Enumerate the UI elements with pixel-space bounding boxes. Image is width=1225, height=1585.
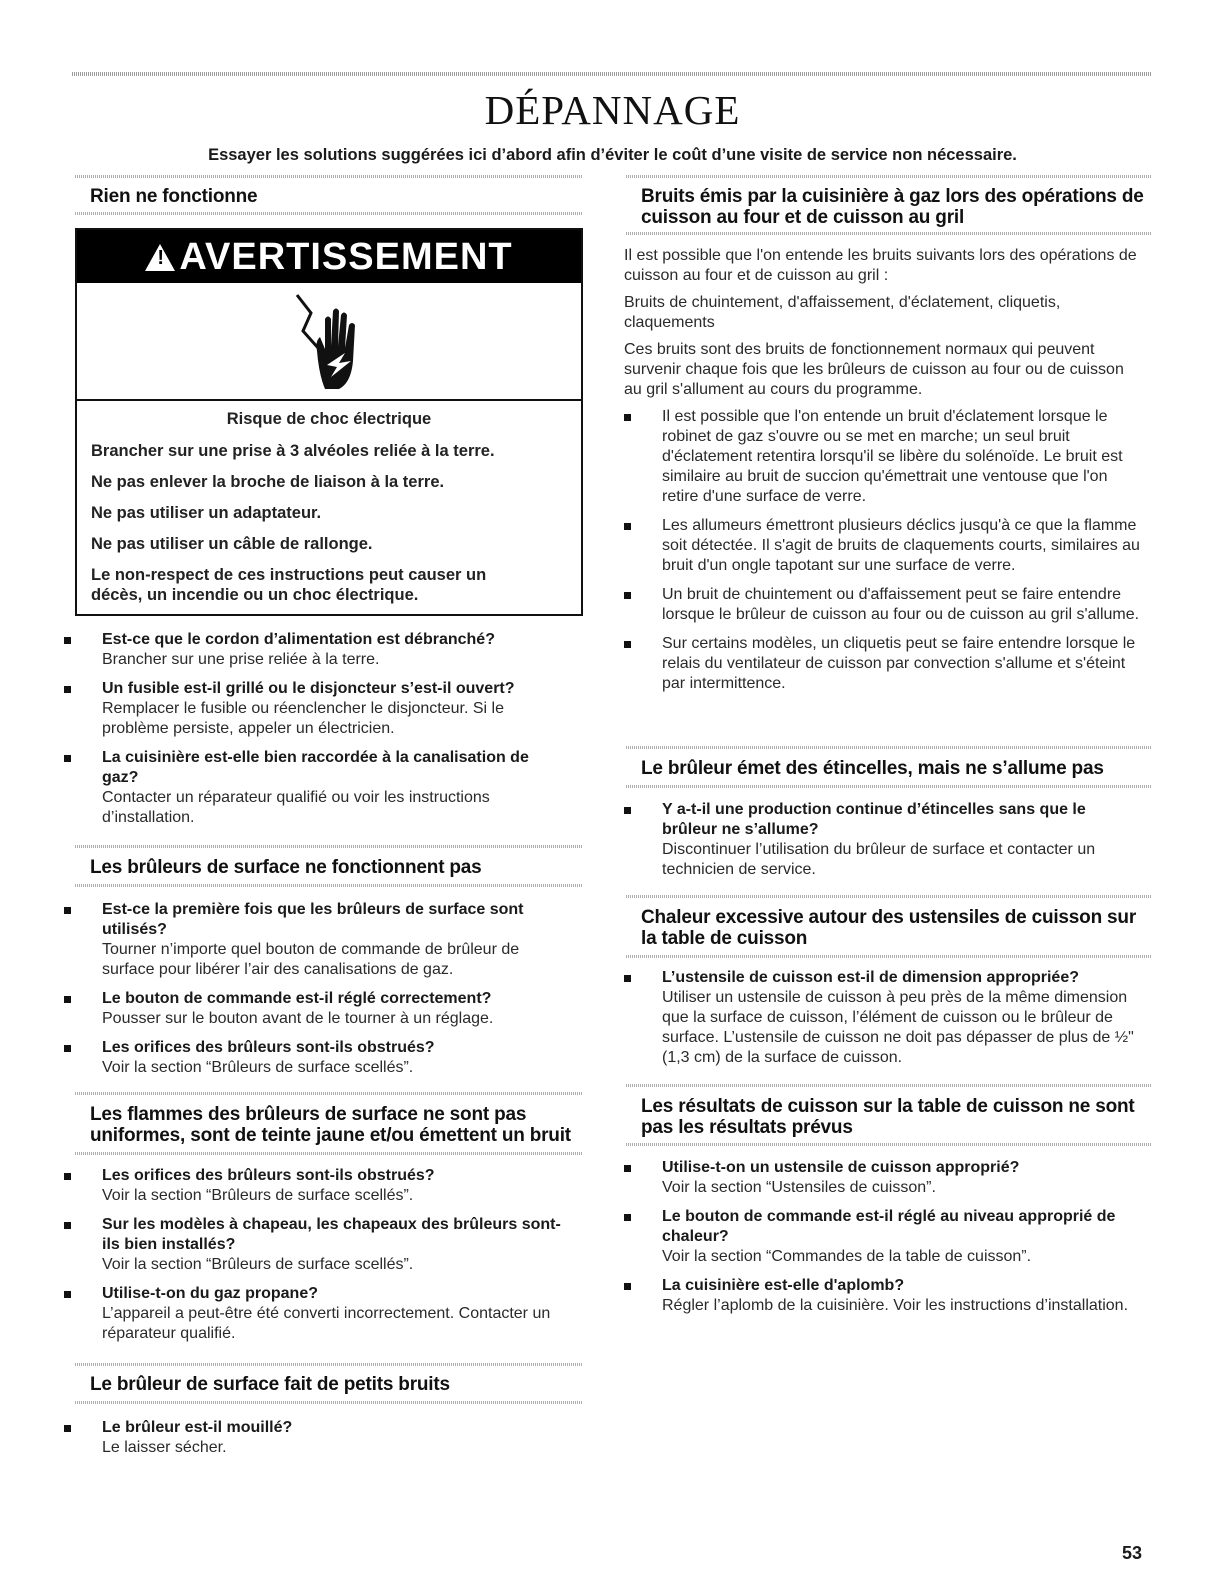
section-body-bruits-four — [624, 246, 1144, 703]
top-divider — [72, 72, 1152, 76]
bullet — [624, 975, 631, 982]
list-item — [624, 968, 1144, 1068]
section-items-flammes — [64, 1166, 569, 1353]
list-item — [64, 748, 569, 828]
section-rule — [626, 746, 1151, 749]
section-title-bruleurs-surface: Les brûleurs de surface ne fonctionnent pas — [90, 857, 482, 878]
section-heading — [77, 1104, 582, 1146]
section-items-resultats — [624, 1158, 1144, 1325]
bullet — [64, 1425, 71, 1432]
section-rule — [626, 955, 1151, 958]
answer: Voir la section “Ustensiles de cuisson”. — [662, 1179, 936, 1196]
paragraph: Bruits de chuintement, d'affaissement, d'éclatement, cliquetis, claquements — [624, 294, 1061, 331]
list-item — [624, 1207, 1144, 1267]
question: Le bouton de commande est-il réglé au niveau approprié de chaleur? — [662, 1208, 1116, 1245]
answer: Voir la section “Brûleurs de surface scellés”. — [102, 1059, 414, 1076]
question: Utilise-t-on du gaz propane? — [102, 1285, 318, 1302]
question: Y a-t-il une production continue d’étincelles sans que le brûleur ne s’allume? — [662, 801, 1086, 838]
question: Les orifices des brûleurs sont-ils obstrués? — [102, 1167, 435, 1184]
bullet — [624, 807, 631, 814]
paragraph: Il est possible que l'on entende les bruits suivants lors des opérations de cuisson au four et de cuisson au gril : — [624, 247, 1137, 284]
question: Est-ce que le cordon d’alimentation est débranché? — [102, 631, 495, 648]
section-rule — [75, 1152, 583, 1155]
warning-icon-row — [77, 283, 581, 401]
list-item — [624, 800, 1144, 880]
section-items-petits-bruits — [64, 1418, 569, 1467]
question: Utilise-t-on un ustensile de cuisson approprié? — [662, 1159, 1020, 1176]
bullet — [624, 641, 631, 648]
list-item — [64, 1038, 569, 1078]
warning-line: Brancher sur une prise à 3 alvéoles reliée à la terre. — [91, 442, 495, 460]
item-text: Sur certains modèles, un cliquetis peut se faire entendre lorsque le relais du ventilateur de cuisson par convection s'allume et s'éteint par intermittence. — [662, 635, 1136, 692]
answer: Pousser sur le bouton avant de le tourner à un réglage. — [102, 1010, 494, 1027]
section-rule — [626, 232, 1151, 235]
section-items-etincelles — [624, 800, 1144, 889]
bullet — [624, 414, 631, 421]
answer: Contacter un réparateur qualifié ou voir les instructions d’installation. — [102, 789, 490, 826]
list-item — [64, 1215, 569, 1275]
bullet — [624, 1165, 631, 1172]
section-title-flammes: Les flammes des brûleurs de surface ne sont pas uniformes, sont de teinte jaune et/ou émettent un bruit — [90, 1104, 571, 1146]
question: Sur les modèles à chapeau, les chapeaux des brûleurs sont-ils bien installés? — [102, 1216, 561, 1253]
answer: Le laisser sécher. — [102, 1439, 227, 1456]
question: Le bouton de commande est-il réglé correctement? — [102, 990, 492, 1007]
warning-header — [77, 230, 581, 283]
section-rule — [75, 1401, 583, 1404]
question: L’ustensile de cuisson est-il de dimension appropriée? — [662, 969, 1079, 986]
question: La cuisinière est-elle d'aplomb? — [662, 1277, 905, 1294]
section-items-rien-ne-fonctionne — [64, 630, 569, 837]
list-item — [64, 630, 569, 670]
bullet — [64, 1045, 71, 1052]
question: Un fusible est-il grillé ou le disjoncteur s’est-il ouvert? — [102, 680, 515, 697]
bullet — [64, 686, 71, 693]
list-item — [64, 1166, 569, 1206]
section-heading — [77, 857, 582, 878]
paragraph: Ces bruits sont des bruits de fonctionnement normaux qui peuvent survenir chaque fois que les brûleurs de cuisson au four ou de cuisson au gril s'allument au cours du programme. — [624, 341, 1124, 398]
section-title-rien-ne-fonctionne: Rien ne fonctionne — [90, 186, 258, 207]
section-heading — [628, 1096, 1146, 1138]
list-item — [624, 585, 1144, 625]
section-rule — [626, 895, 1151, 898]
item-text: Un bruit de chuintement ou d'affaissement peut se faire entendre lorsque le brûleur de cuisson au four ou de cuisson au gril s'allume. — [662, 586, 1140, 623]
bullet — [64, 637, 71, 644]
section-title-etincelles: Le brûleur émet des étincelles, mais ne s’allume pas — [641, 758, 1104, 779]
list-item — [624, 407, 1144, 507]
warning-header-label: AVERTISSEMENT — [179, 236, 513, 278]
answer: L’appareil a peut-être été converti incorrectement. Contacter un réparateur qualifié. — [102, 1305, 551, 1342]
question: Les orifices des brûleurs sont-ils obstrués? — [102, 1039, 435, 1056]
section-heading — [77, 186, 582, 207]
bullet — [64, 1173, 71, 1180]
list-item — [64, 1284, 569, 1344]
section-rule — [75, 1092, 583, 1095]
section-rule — [626, 1084, 1151, 1087]
section-rule — [626, 175, 1151, 178]
section-rule — [626, 1143, 1151, 1146]
bullet — [624, 523, 631, 530]
list-item — [64, 679, 569, 739]
bullet — [64, 755, 71, 762]
list-item — [64, 989, 569, 1029]
section-title-chaleur: Chaleur excessive autour des ustensiles de cuisson sur la table de cuisson — [641, 907, 1137, 949]
bullet — [64, 1291, 71, 1298]
question: La cuisinière est-elle bien raccordée à la canalisation de gaz? — [102, 749, 529, 786]
section-rule — [626, 785, 1151, 788]
section-heading — [628, 186, 1146, 228]
warning-line: Ne pas enlever la broche de liaison à la terre. — [91, 473, 445, 491]
item-text: Il est possible que l'on entende un bruit d'éclatement lorsque le robinet de gaz s'ouvre ou se met en marche; un seul bruit d'éclatement retentira lorsqu'il se libère du solénoïde. Le bruit est similaire au bruit de succion qu'émettrait une ventouse que l'on retire d'une surface de verre. — [662, 408, 1123, 505]
page-subtitle: Essayer les solutions suggérées ici d’abord afin d’éviter le coût d’une visite de service non nécessaire. — [208, 146, 1017, 164]
bullet — [624, 1283, 631, 1290]
bullet — [624, 592, 631, 599]
section-title-bruits-four: Bruits émis par la cuisinière à gaz lors des opérations de cuisson au four et de cuisson au gril — [641, 186, 1144, 228]
warning-line: Ne pas utiliser un adaptateur. — [91, 504, 322, 522]
list-item — [624, 1158, 1144, 1198]
answer: Voir la section “Commandes de la table de cuisson”. — [662, 1248, 1032, 1265]
warning-line: Le non-respect de ces instructions peut causer un décès, un incendie ou un choc électrique. — [91, 566, 487, 604]
answer: Voir la section “Brûleurs de surface scellés”. — [102, 1256, 414, 1273]
list-item — [624, 634, 1144, 694]
page-number: 53 — [1121, 1543, 1142, 1563]
section-rule — [75, 884, 583, 887]
answer: Utiliser un ustensile de cuisson à peu près de la même dimension que la surface de cuisson, l’élément de cuisson ou le brûleur de surface. L’ustensile de cuisson ne doit pas dépasser de plus de ½" (1,3 cm) de la surface de cuisson. — [662, 989, 1134, 1066]
warning-triangle-icon — [145, 244, 175, 271]
section-heading — [628, 758, 1146, 779]
warning-line: Ne pas utiliser un câble de rallonge. — [91, 535, 373, 553]
list-item — [624, 1276, 1144, 1316]
bullet — [64, 1222, 71, 1229]
answer: Voir la section “Brûleurs de surface scellés”. — [102, 1187, 414, 1204]
bullet — [624, 1214, 631, 1221]
item-text: Les allumeurs émettront plusieurs déclics jusqu'à ce que la flamme soit détectée. Il s'agit de bruits de claquements courts, similaires au bruit d'un ongle tapotant sur une surface de verre. — [662, 517, 1140, 574]
page-title: DÉPANNAGE — [484, 87, 741, 133]
bullet — [64, 907, 71, 914]
section-heading — [628, 907, 1146, 949]
answer: Discontinuer l’utilisation du brûleur de surface et contacter un technicien de service. — [662, 841, 1096, 878]
list-item — [64, 1418, 569, 1458]
answer: Tourner n’importe quel bouton de commande de brûleur de surface pour libérer l’air des canalisations de gaz. — [102, 941, 520, 978]
section-title-resultats: Les résultats de cuisson sur la table de cuisson ne sont pas les résultats prévus — [641, 1096, 1135, 1138]
answer: Régler l’aplomb de la cuisinière. Voir les instructions d’installation. — [662, 1297, 1129, 1314]
question: Est-ce la première fois que les brûleurs de surface sont utilisés? — [102, 901, 524, 938]
section-rule — [75, 212, 583, 215]
section-rule — [75, 845, 583, 848]
section-rule — [75, 1363, 583, 1366]
list-item — [624, 516, 1144, 576]
bullet — [64, 996, 71, 1003]
answer: Remplacer le fusible ou réenclencher le disjoncteur. Si le problème persiste, appeler un électricien. — [102, 700, 504, 737]
section-items-chaleur — [624, 968, 1144, 1077]
list-item — [64, 900, 569, 980]
section-items-bruleurs-surface — [64, 900, 569, 1087]
answer: Brancher sur une prise reliée à la terre. — [102, 651, 380, 668]
warning-text — [77, 401, 581, 605]
section-rule — [75, 175, 583, 178]
section-title-petits-bruits: Le brûleur de surface fait de petits bruits — [90, 1374, 450, 1395]
question: Le brûleur est-il mouillé? — [102, 1419, 293, 1436]
section-heading — [77, 1374, 582, 1395]
warning-hazard: Risque de choc électrique — [226, 410, 432, 428]
warning-box — [75, 228, 583, 616]
electric-shock-hand-icon — [293, 291, 363, 395]
